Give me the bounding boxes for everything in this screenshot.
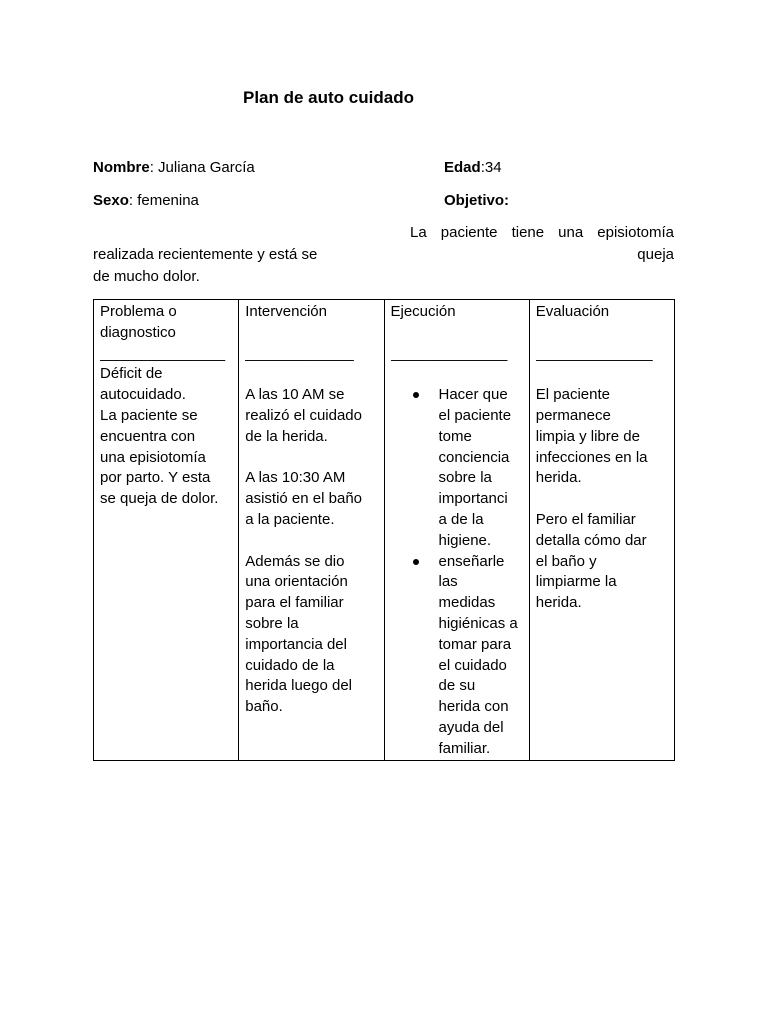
name-field — [93, 159, 255, 176]
name-label: Nombre — [93, 159, 150, 176]
objective-text-line3: de mucho dolor. — [93, 268, 200, 285]
text-line: para el familiar — [245, 594, 344, 612]
table-row — [94, 300, 675, 761]
text-line: enseñarle — [438, 552, 505, 570]
text-line: realizó el cuidado — [245, 406, 362, 424]
text-line: tomar para — [438, 635, 512, 653]
text-line: se queja de dolor. — [100, 490, 219, 508]
text-line: El paciente — [535, 386, 610, 404]
text-line: por parto. Y esta — [100, 469, 211, 487]
text-line: Pero el familiar — [535, 510, 636, 528]
age-value: :34 — [480, 159, 502, 176]
column-header: Intervención — [245, 303, 327, 320]
text-line: Además se dio — [245, 552, 345, 570]
text-line: detalla cómo dar — [535, 531, 647, 549]
objective-text-line2-end: queja — [637, 246, 674, 263]
text-line: herida. — [535, 594, 582, 612]
text-line: tome — [438, 427, 472, 445]
objective-label: Objetivo: — [444, 192, 510, 209]
text-line: autocuidado. — [100, 386, 186, 404]
text-line: familiar. — [438, 739, 491, 757]
intervention-column — [239, 300, 384, 761]
text-line: a de la — [438, 510, 484, 528]
text-line: las — [438, 573, 458, 591]
text-line: una episiotomía — [100, 448, 206, 466]
text-line: A las 10 AM se — [245, 386, 345, 404]
text-line: sobre la — [438, 469, 492, 487]
text-line: A las 10:30 AM — [245, 469, 346, 487]
text-line: medidas — [438, 594, 496, 612]
text-line: infecciones en la — [535, 448, 648, 466]
care-plan-table — [93, 299, 675, 761]
text-line: el paciente — [438, 406, 512, 424]
text-line: conciencia — [438, 448, 510, 466]
text-line: de la herida. — [245, 427, 328, 445]
text-line: importanci — [438, 490, 508, 508]
objective-field — [444, 192, 509, 209]
document-title: Plan de auto cuidado — [243, 88, 414, 107]
text-line: higiene. — [438, 531, 492, 549]
column-header: diagnostico — [100, 323, 176, 341]
list-item — [439, 385, 523, 551]
text-line: a la paciente. — [245, 510, 335, 528]
list-item — [439, 552, 523, 760]
header-underline: _____________ — [245, 344, 354, 362]
text-line: baño. — [245, 698, 283, 716]
problem-column — [94, 300, 239, 761]
objective-text-line2: realizada recientemente y está se — [93, 246, 318, 263]
execution-list — [391, 385, 523, 759]
name-value: : Juliana García — [149, 159, 255, 176]
sex-value: : femenina — [128, 192, 199, 209]
sex-field — [93, 192, 199, 209]
evaluation-column — [529, 300, 674, 761]
age-field — [444, 159, 502, 176]
header-underline: ______________ — [535, 344, 653, 362]
text-line: La paciente se — [100, 406, 198, 424]
text-line: de su — [438, 677, 476, 695]
text-line: importancia del — [245, 635, 347, 653]
text-line: encuentra con — [100, 427, 196, 445]
text-line: herida con — [438, 698, 509, 716]
text-line: limpia y libre de — [535, 427, 640, 445]
text-line: ayuda del — [438, 718, 504, 736]
header-underline: ______________ — [390, 344, 508, 362]
header-underline: _______________ — [100, 344, 226, 362]
column-header: Evaluación — [535, 303, 610, 320]
column-header: Problema o — [100, 303, 177, 320]
text-line: Déficit de — [100, 365, 163, 383]
text-line: cuidado de la — [245, 656, 335, 674]
column-header: Ejecución — [390, 303, 456, 320]
text-line: el baño y — [535, 552, 597, 570]
text-line: el cuidado — [438, 656, 507, 674]
text-line: asistió en el baño — [245, 490, 362, 508]
text-line: una orientación — [245, 573, 348, 591]
text-line: herida. — [535, 469, 582, 487]
sex-label: Sexo — [93, 192, 129, 209]
text-line: limpiarme la — [535, 573, 617, 591]
text-line: sobre la — [245, 614, 299, 632]
text-line: Hacer que — [438, 386, 508, 404]
age-label: Edad — [444, 159, 481, 176]
text-line: herida luego del — [245, 677, 353, 695]
text-line: higiénicas a — [438, 614, 518, 632]
objective-text-line1: La paciente tiene una episiotomía — [410, 224, 674, 241]
execution-column — [384, 300, 529, 761]
text-line: permanece — [535, 406, 611, 424]
